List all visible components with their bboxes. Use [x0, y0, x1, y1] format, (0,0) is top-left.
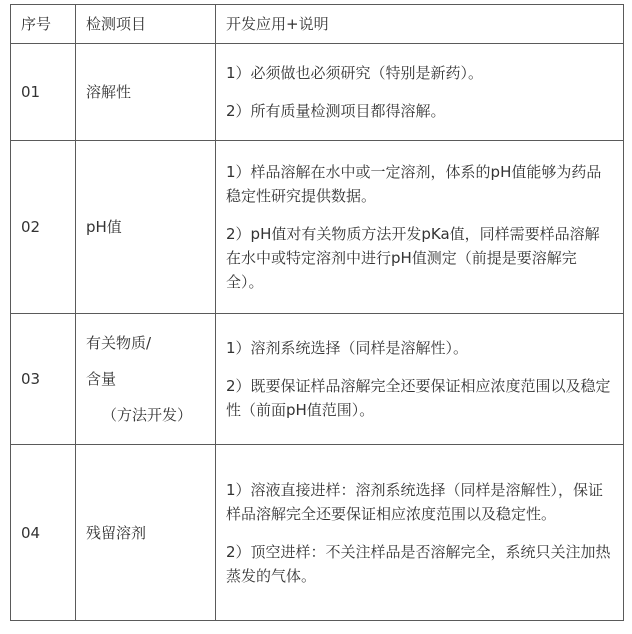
- row-description: [216, 445, 624, 621]
- description-point: 2）pH值对有关物质方法开发pKa值，同样需要样品溶解在水中或特定溶剂中进行pH值测定（前提是要溶解完全）。: [226, 225, 600, 291]
- row-number: 02: [11, 141, 76, 314]
- header-cell-desc: 开发应用+说明: [216, 5, 624, 44]
- row-number: 03: [11, 314, 76, 445]
- row-item-line: 含量: [86, 370, 117, 388]
- description-point: 2）顶空进样：不关注样品是否溶解完全，系统只关注加热蒸发的气体。: [226, 542, 611, 585]
- header-cell-item: 检测项目: [76, 5, 216, 44]
- row-item: [76, 314, 216, 445]
- detection-items-table: [10, 4, 624, 621]
- table-row: [11, 314, 624, 445]
- table-row: [11, 445, 624, 621]
- row-number: 04: [11, 445, 76, 621]
- table-row: [11, 44, 624, 141]
- table-row: [11, 141, 624, 314]
- row-item: 溶解性: [76, 44, 216, 141]
- description-point: 1）溶液直接进样：溶剂系统选择（同样是溶解性），保证样品溶解完全还要保证相应浓度范围以及稳定性。: [226, 480, 604, 523]
- description-point: 1）溶剂系统选择（同样是溶解性）。: [226, 339, 469, 357]
- row-description: [216, 314, 624, 445]
- row-item: 残留溶剂: [76, 445, 216, 621]
- row-item: pH值: [76, 141, 216, 314]
- row-description: [216, 141, 624, 314]
- description-point: 2）既要保证样品溶解完全还要保证相应浓度范围以及稳定性（前面pH值范围）。: [226, 377, 611, 419]
- row-item-line: （方法开发）: [102, 406, 193, 424]
- description-point: 2）所有质量检测项目都得溶解。: [226, 102, 446, 120]
- row-description: [216, 44, 624, 141]
- row-item-line: 有关物质/: [86, 334, 152, 352]
- description-point: 1）样品溶解在水中或一定溶剂，体系的pH值能够为药品稳定性研究提供数据。: [226, 163, 602, 205]
- table-header-row: [11, 5, 624, 44]
- row-number: 01: [11, 44, 76, 141]
- description-point: 1）必须做也必须研究（特别是新药）。: [226, 64, 484, 82]
- header-cell-no: 序号: [11, 5, 76, 44]
